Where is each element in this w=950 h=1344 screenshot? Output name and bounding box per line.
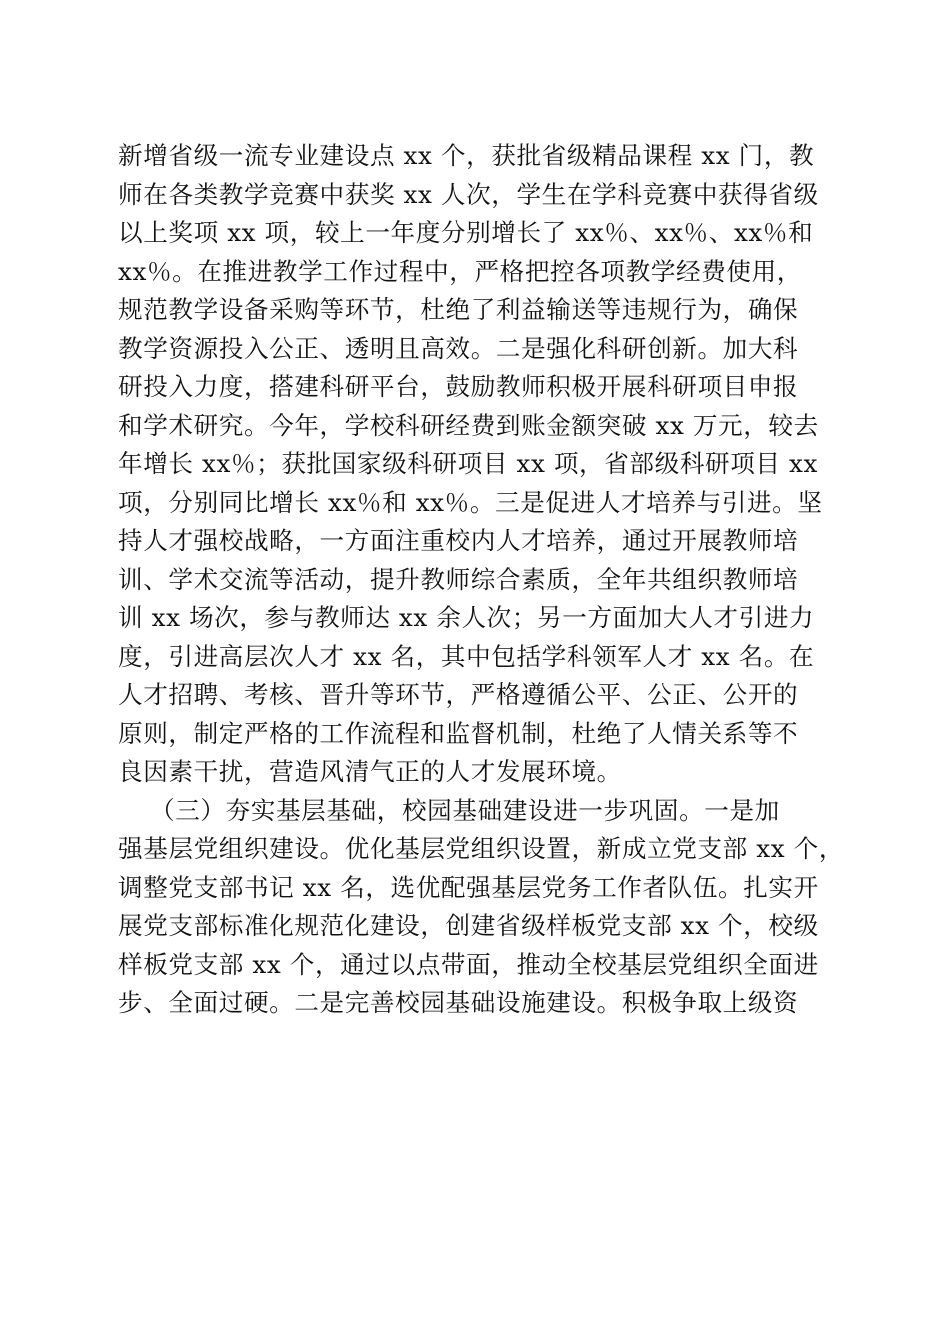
text-line: 良因素干扰，营造风清气正的人才发展环境。 (118, 757, 622, 786)
text-line: 展党支部标准化规范化建设，创建省级样板党支部 xx 个，校级 (118, 911, 819, 940)
text-line: 人才招聘、考核、晋升等环节，严格遵循公平、公正、公开的 (118, 680, 799, 709)
text-line-section-heading: （三）夯实基层基础，校园基础建设进一步巩固。一是加 (150, 795, 780, 825)
text-line: 和学术研究。今年，学校科研经费到账金额突破 xx 万元，较去 (118, 410, 819, 440)
text-line: 以上奖项 xx 项，较上一年度分别增长了 xx％、xx％、xx％和 (118, 218, 814, 247)
text-line: 训 xx 场次，参与教师达 xx 余人次；另一方面加大人才引进力 (118, 603, 815, 632)
text-line: 持人才强校战略，一方面注重校内人才培养，通过开展教师培 (118, 526, 799, 555)
text-line: 师在各类教学竞赛中获奖 xx 人次，学生在学科竞赛中获得省级 (118, 179, 819, 209)
text-line: 项，分别同比增长 xx％和 xx％。三是促进人才培养与引进。坚 (118, 487, 823, 517)
text-line: 强基层党组织建设。优化基层党组织设置，新成立党支部 xx 个， (118, 834, 845, 863)
text-line: 年增长 xx％；获批国家级科研项目 xx 项，省部级科研项目 xx (118, 449, 818, 478)
text-line: 样板党支部 xx 个，通过以点带面，推动全校基层党组织全面进 (118, 949, 819, 979)
text-line: xx％。在推进教学工作过程中，严格把控各项教学经费使用， (118, 256, 802, 286)
text-line: 调整党支部书记 xx 名，选优配强基层党务工作者队伍。扎实开 (118, 872, 819, 902)
text-line: 规范教学设备采购等环节，杜绝了利益输送等违规行为，确保 (118, 295, 799, 324)
text-line: 步、全面过硬。二是完善校园基础设施建设。积极争取上级资 (118, 988, 799, 1017)
text-line: 度，引进高层次人才 xx 名，其中包括学科领军人才 xx 名。在 (118, 641, 815, 671)
text-line: 教学资源投入公正、透明且高效。二是强化科研创新。加大科 (118, 333, 799, 363)
text-line: 新增省级一流专业建设点 xx 个，获批省级精品课程 xx 门，教 (118, 141, 815, 170)
text-line: 研投入力度，搭建科研平台，鼓励教师积极开展科研项目申报 (118, 372, 799, 401)
text-line: 原则，制定严格的工作流程和监督机制，杜绝了人情关系等不 (118, 718, 799, 748)
text-line: 训、学术交流等活动，提升教师综合素质，全年共组织教师培 (118, 564, 799, 594)
